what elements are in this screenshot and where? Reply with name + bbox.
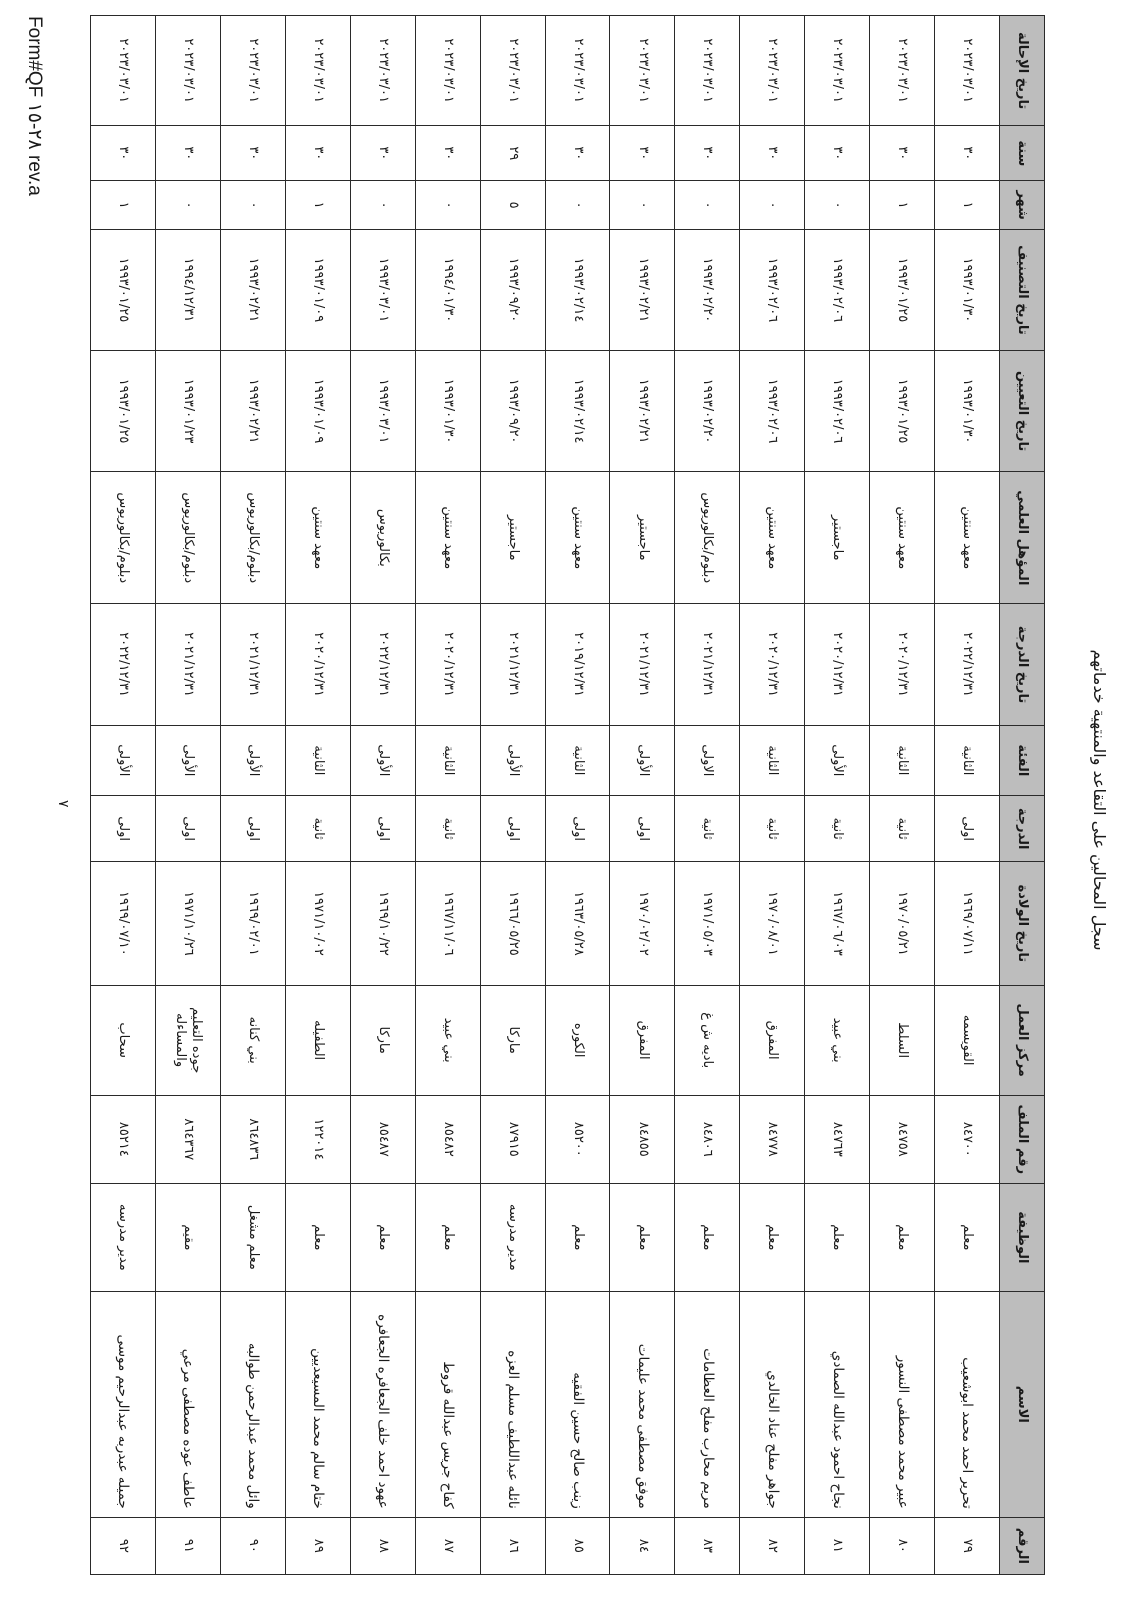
table-cell: ٨٥٤٨٢: [415, 1095, 480, 1183]
table-cell: ٣٠: [220, 126, 285, 181]
records-table-container: [90, 15, 1045, 1575]
table-cell: ٢٠١٩/١٢/٣١: [545, 604, 610, 725]
table-cell: معلم: [870, 1183, 935, 1291]
table-row: [220, 16, 285, 1575]
table-cell: ٢٠٢٣/٠٣/٠١: [91, 16, 156, 126]
table-cell: القويسمه: [935, 985, 1000, 1095]
table-cell: ٨٤٧٦٣: [805, 1095, 870, 1183]
table-cell: الثانية: [740, 725, 805, 796]
table-cell: ماركا: [480, 985, 545, 1095]
table-cell: ١٩٩٣/٠١/٢٥: [870, 351, 935, 472]
table-cell: موفق مصطفى محمد عليمات: [610, 1291, 675, 1517]
table-cell: معلم مشغل: [220, 1183, 285, 1291]
table-cell: بني كنانه: [220, 985, 285, 1095]
table-cell: ٣٠: [156, 126, 221, 181]
table-cell: ١٩٦٧/٠٦/٠٣: [805, 862, 870, 985]
column-header: تاريخ التصنيف: [1000, 229, 1045, 350]
column-header: تاريخ الولادة: [1000, 862, 1045, 985]
column-header: تاريخ الدرجة: [1000, 604, 1045, 725]
table-cell: الطفيله: [285, 985, 350, 1095]
table-cell: ٩١: [156, 1517, 221, 1574]
table-cell: ٢٠٢٣/٠٣/٠١: [285, 16, 350, 126]
table-cell: الثانية: [415, 725, 480, 796]
table-cell: ٨٩: [285, 1517, 350, 1574]
table-cell: ٢٠٢٣/٠٣/٠١: [675, 16, 740, 126]
table-cell: ثانية: [805, 796, 870, 862]
table-cell: ١٩٦٣/٠٥/٢٨: [545, 862, 610, 985]
table-cell: ١: [935, 181, 1000, 229]
table-cell: ٢٠٢٢/١٢/٣١: [935, 604, 1000, 725]
table-cell: ٩٢: [91, 1517, 156, 1574]
table-cell: ٢٠٢٣/٠٣/٠١: [740, 16, 805, 126]
table-cell: ٢٠٢١/١٢/٣١: [675, 604, 740, 725]
table-cell: الثانية: [935, 725, 1000, 796]
table-cell: بكالوريوس: [350, 472, 415, 604]
table-cell: دبلوم/بكالوريوس: [156, 472, 221, 604]
table-cell: ٢٠٢١/١٢/٣١: [480, 604, 545, 725]
table-cell: اولى: [480, 796, 545, 862]
table-cell: ٨٦٤٨٣٦: [220, 1095, 285, 1183]
table-cell: معلم: [675, 1183, 740, 1291]
table-cell: ٠: [415, 181, 480, 229]
table-cell: معلم: [545, 1183, 610, 1291]
table-cell: ١٩٩٣/٠٢/٢٠: [675, 229, 740, 350]
table-cell: ٨٧: [415, 1517, 480, 1574]
table-cell: اولى: [350, 796, 415, 862]
table-row: [91, 16, 156, 1575]
table-cell: ٢٠٢٢/١٢/٣١: [350, 604, 415, 725]
table-cell: ١٩٩٣/٠٢/٠٦: [805, 229, 870, 350]
table-cell: عبير محمد مصطفى النسور: [870, 1291, 935, 1517]
table-row: [675, 16, 740, 1575]
table-cell: ١٩٦٧/١١/٠٦: [415, 862, 480, 985]
table-cell: ١٩٩٣/٠٣/٠١: [350, 351, 415, 472]
table-cell: تحرير احمد محمد ابوشعيب: [935, 1291, 1000, 1517]
table-cell: ٨٦: [480, 1517, 545, 1574]
table-cell: كفاح جريس عبدالله قروط: [415, 1291, 480, 1517]
table-cell: ١٩٩٣/٠١/٣٠: [935, 229, 1000, 350]
table-cell: اولى: [610, 796, 675, 862]
table-cell: ماركا: [350, 985, 415, 1095]
table-cell: ٨٣: [675, 1517, 740, 1574]
table-cell: ١٩٩٣/٠٢/٠٦: [740, 351, 805, 472]
column-header: الاسم: [1000, 1291, 1045, 1517]
table-row: [935, 16, 1000, 1575]
table-cell: زينب صالح حسين الفقيه: [545, 1291, 610, 1517]
table-cell: ٨٨: [350, 1517, 415, 1574]
column-header: رقم الملف: [1000, 1095, 1045, 1183]
table-cell: ١٩٦٩/٠٧/١٠: [91, 862, 156, 985]
table-cell: دبلوم/بكالوريوس: [675, 472, 740, 604]
table-cell: ١٩٩٤/٠١/٣٠: [415, 229, 480, 350]
table-cell: ١٩٧١/١٠/٠٢: [285, 862, 350, 985]
table-cell: ١٩٧٠/٠٨/٠١: [740, 862, 805, 985]
column-header: الوظيفة: [1000, 1183, 1045, 1291]
table-cell: ٧٩: [935, 1517, 1000, 1574]
table-row: [870, 16, 935, 1575]
table-cell: الأولى: [220, 725, 285, 796]
table-cell: معلم: [610, 1183, 675, 1291]
table-cell: الأولى: [805, 725, 870, 796]
table-cell: اولى: [220, 796, 285, 862]
table-cell: ١٩٩٣/٠٢/٠٦: [740, 229, 805, 350]
table-cell: ٢٠٢٣/٠٣/٠١: [220, 16, 285, 126]
table-cell: المفرق: [740, 985, 805, 1095]
table-cell: معهد سنتين: [545, 472, 610, 604]
table-cell: ٨٤٨٠٦: [675, 1095, 740, 1183]
table-cell: ١٩٩٣/٠٢/٢١: [220, 229, 285, 350]
table-body: [91, 16, 1000, 1575]
table-cell: جوده التعليم والمساءله: [156, 985, 221, 1095]
table-cell: جميله عبدربه عبدالرحيم موسى: [91, 1291, 156, 1517]
table-cell: السلط: [870, 985, 935, 1095]
table-cell: سحاب: [91, 985, 156, 1095]
table-cell: مريم محارب مفلح العظامات: [675, 1291, 740, 1517]
table-cell: ٠: [675, 181, 740, 229]
table-cell: ١٩٩٣/٠١/٢٥: [870, 229, 935, 350]
table-cell: ١: [285, 181, 350, 229]
table-cell: الأولى: [156, 725, 221, 796]
table-cell: معلم: [740, 1183, 805, 1291]
table-cell: ٣٠: [935, 126, 1000, 181]
table-cell: ٣٠: [545, 126, 610, 181]
table-cell: ٢٠٢٣/٠٣/٠١: [805, 16, 870, 126]
column-header: تاريخ الإحالة: [1000, 16, 1045, 126]
table-cell: ٩٠: [220, 1517, 285, 1574]
table-cell: ثانية: [675, 796, 740, 862]
table-cell: الأولى: [610, 725, 675, 796]
table-cell: ١٩٩٣/٠٢/٠٦: [805, 351, 870, 472]
table-cell: مدير مدرسه: [91, 1183, 156, 1291]
table-cell: بني عبيد: [415, 985, 480, 1095]
records-table: [90, 15, 1045, 1575]
table-cell: ٣٠: [740, 126, 805, 181]
table-cell: اولى: [156, 796, 221, 862]
table-cell: معلم: [415, 1183, 480, 1291]
table-cell: الأولى: [350, 725, 415, 796]
table-cell: ٣٠: [350, 126, 415, 181]
table-row: [610, 16, 675, 1575]
table-row: [156, 16, 221, 1575]
table-cell: ١٩٩٣/٠٩/٢٠: [480, 351, 545, 472]
table-cell: ١: [870, 181, 935, 229]
table-cell: ثانية: [740, 796, 805, 862]
column-header: سنة: [1000, 126, 1045, 181]
table-cell: ٠: [220, 181, 285, 229]
table-cell: ١٩٩٣/٠٢/١٤: [545, 351, 610, 472]
column-header: تاريخ التعيين: [1000, 351, 1045, 472]
table-cell: معهد سنتين: [870, 472, 935, 604]
column-header: الدرجة: [1000, 796, 1045, 862]
table-cell: دبلوم/بكالوريوس: [220, 472, 285, 604]
table-cell: عهود احمد خلف الجعافره الجعافره: [350, 1291, 415, 1517]
table-cell: ٢٠٢٣/٠٣/٠١: [480, 16, 545, 126]
table-cell: ١٩٩٣/٠٩/٢٠: [480, 229, 545, 350]
column-header: المؤهل العلمي: [1000, 472, 1045, 604]
table-cell: ٠: [350, 181, 415, 229]
table-cell: اولى: [545, 796, 610, 862]
table-cell: معهد سنتين: [285, 472, 350, 604]
table-cell: ٢٠٢٣/٠٣/٠١: [935, 16, 1000, 126]
table-cell: ١٩٦٩/٠٢/٠١: [220, 862, 285, 985]
table-cell: ٣٠: [805, 126, 870, 181]
table-cell: معهد سنتين: [935, 472, 1000, 604]
table-cell: ١٩٩٣/٠١/٠٩: [285, 351, 350, 472]
table-cell: ٨١: [805, 1517, 870, 1574]
table-cell: ٢٠٢٣/٠٣/٠١: [156, 16, 221, 126]
table-cell: ١٩٧١/٠٥/٠٣: [675, 862, 740, 985]
table-cell: ٨٤٨٥٥: [610, 1095, 675, 1183]
table-cell: ٠: [545, 181, 610, 229]
table-cell: الاولى: [675, 725, 740, 796]
column-header: شهر: [1000, 181, 1045, 229]
table-row: [415, 16, 480, 1575]
table-cell: ٢٠٢٣/٠٣/٠١: [870, 16, 935, 126]
table-cell: الثانية: [545, 725, 610, 796]
table-cell: ١٩٩٣/٠٢/٢٠: [675, 351, 740, 472]
table-row: [805, 16, 870, 1575]
table-cell: معلم: [285, 1183, 350, 1291]
table-cell: مقيم: [156, 1183, 221, 1291]
table-cell: ١٩٩٤/١٢/٣١: [156, 229, 221, 350]
table-cell: ١٢٢٠١٤: [285, 1095, 350, 1183]
table-row: [350, 16, 415, 1575]
table-cell: ٢٠٢٣/٠٣/٠١: [350, 16, 415, 126]
table-cell: ٨٥: [545, 1517, 610, 1574]
table-cell: ٨٥٢٠٠: [545, 1095, 610, 1183]
table-cell: ٠: [740, 181, 805, 229]
table-cell: المفرق: [610, 985, 675, 1095]
table-cell: معهد سنتين: [415, 472, 480, 604]
table-cell: ٢٠٢٠/١٢/٣١: [415, 604, 480, 725]
table-cell: ١٩٩٣/٠٢/٢١: [610, 351, 675, 472]
table-row: [545, 16, 610, 1575]
table-cell: ١٩٩٣/٠١/٠٩: [285, 229, 350, 350]
document-title: سجل المحالين على التقاعد والمنتهية خدماتهم: [1090, 649, 1109, 951]
table-cell: ١٩٧٠/٠٢/٠٢: [610, 862, 675, 985]
table-cell: الأولى: [480, 725, 545, 796]
table-cell: ١٩٩٣/٠١/٢٥: [91, 351, 156, 472]
table-cell: ٢٠٢١/١٢/٣١: [610, 604, 675, 725]
table-cell: ١: [91, 181, 156, 229]
table-cell: ١٩٦٩/١٠/٢٢: [350, 862, 415, 985]
table-cell: ١٩٦٦/٠٥/٢٥: [480, 862, 545, 985]
table-cell: ٣٠: [675, 126, 740, 181]
table-cell: ٠: [805, 181, 870, 229]
table-cell: ٣٠: [610, 126, 675, 181]
column-header: مركز العمل: [1000, 985, 1045, 1095]
table-cell: ٨٥٢١٤: [91, 1095, 156, 1183]
table-cell: نائله عبداللطيف مسلم العزه: [480, 1291, 545, 1517]
table-cell: نجاح احمود عبدالله الصمادي: [805, 1291, 870, 1517]
table-cell: ٨٢: [740, 1517, 805, 1574]
table-row: [740, 16, 805, 1575]
table-cell: ثانية: [285, 796, 350, 862]
table-cell: ١٩٧٠/٠٥/٢١: [870, 862, 935, 985]
table-cell: مدير مدرسه: [480, 1183, 545, 1291]
form-code: Form#QF ٢٨-١٥ rev.a: [24, 16, 45, 196]
table-cell: ٨٠: [870, 1517, 935, 1574]
table-cell: ختام سالم محمد المسيعديين: [285, 1291, 350, 1517]
column-header: الرقم: [1000, 1517, 1045, 1574]
table-cell: ١٩٩٣/٠٢/٢١: [220, 351, 285, 472]
table-cell: ٨٤٧٠٠: [935, 1095, 1000, 1183]
table-cell: ٢٠٢٣/٠٣/٠١: [415, 16, 480, 126]
table-cell: ٣٠: [285, 126, 350, 181]
table-cell: ١٩٩٣/٠١/٣٠: [415, 351, 480, 472]
table-cell: ١٩٩٣/٠٣/٠١: [350, 229, 415, 350]
table-cell: ١٩٩٣/٠١/٢٥: [91, 229, 156, 350]
table-cell: ثانية: [415, 796, 480, 862]
table-cell: ٢٩: [480, 126, 545, 181]
table-cell: ١٩٩٣/٠٢/١٤: [545, 229, 610, 350]
table-cell: ٨٤٧٥٨: [870, 1095, 935, 1183]
table-cell: ٨٥٤٨٧: [350, 1095, 415, 1183]
table-cell: الأولى: [91, 725, 156, 796]
table-cell: اولى: [91, 796, 156, 862]
table-cell: ٢٠٢١/١٢/٣١: [156, 604, 221, 725]
table-row: [285, 16, 350, 1575]
table-cell: ٢٠٢٠/١٢/٣١: [870, 604, 935, 725]
table-cell: الثانية: [285, 725, 350, 796]
table-cell: ٢٠٢٣/٠٣/٠١: [545, 16, 610, 126]
table-cell: ماجستير: [480, 472, 545, 604]
table-cell: ماجستير: [805, 472, 870, 604]
table-cell: ماجستير: [610, 472, 675, 604]
table-cell: ٢٠٢٢/١٢/٣١: [91, 604, 156, 725]
table-cell: ١٩٧١/١٠/٢٦: [156, 862, 221, 985]
table-cell: معلم: [805, 1183, 870, 1291]
table-cell: ٨٦٤٣٦٧: [156, 1095, 221, 1183]
column-header: الفئة: [1000, 725, 1045, 796]
table-cell: ١٩٩٣/٠١/٢٣: [156, 351, 221, 472]
table-row: [480, 16, 545, 1575]
table-cell: ٢٠٢٠/١٢/٣١: [285, 604, 350, 725]
table-cell: ٢٠٢١/١٢/٣١: [220, 604, 285, 725]
table-cell: ٣٠: [870, 126, 935, 181]
table-cell: معلم: [935, 1183, 1000, 1291]
table-cell: ٣٠: [91, 126, 156, 181]
table-cell: ٢٠٢٠/١٢/٣١: [740, 604, 805, 725]
table-cell: معهد سنتين: [740, 472, 805, 604]
page-number: ٧: [55, 800, 71, 808]
table-cell: ٨٧٩١٥: [480, 1095, 545, 1183]
table-cell: ثانية: [870, 796, 935, 862]
table-cell: الثانية: [870, 725, 935, 796]
table-cell: وائل محمد عبدالرحمن طوالبه: [220, 1291, 285, 1517]
table-cell: ٢٠٢٠/١٢/٣١: [805, 604, 870, 725]
table-cell: الكوره: [545, 985, 610, 1095]
table-cell: دبلوم/بكالوريوس: [91, 472, 156, 604]
table-cell: معلم: [350, 1183, 415, 1291]
table-cell: جواهر مفلح عناد الخالدي: [740, 1291, 805, 1517]
table-cell: باديه ش غ: [675, 985, 740, 1095]
table-cell: ٨٤٧٧٨: [740, 1095, 805, 1183]
table-cell: ١٩٦٩/٠٧/١١: [935, 862, 1000, 985]
table-cell: ٨٤: [610, 1517, 675, 1574]
table-cell: ٠: [610, 181, 675, 229]
table-cell: ٣٠: [415, 126, 480, 181]
table-cell: بني عبيد: [805, 985, 870, 1095]
table-cell: عاطف عوده مصطفى مرعي: [156, 1291, 221, 1517]
table-cell: ١٩٩٣/٠٢/٢١: [610, 229, 675, 350]
table-header-row: [1000, 16, 1045, 1575]
table-cell: اولى: [935, 796, 1000, 862]
table-cell: ٥: [480, 181, 545, 229]
table-cell: ١٩٩٣/٠١/٣٠: [935, 351, 1000, 472]
table-cell: ٠: [156, 181, 221, 229]
table-cell: ٢٠٢٣/٠٣/٠١: [610, 16, 675, 126]
